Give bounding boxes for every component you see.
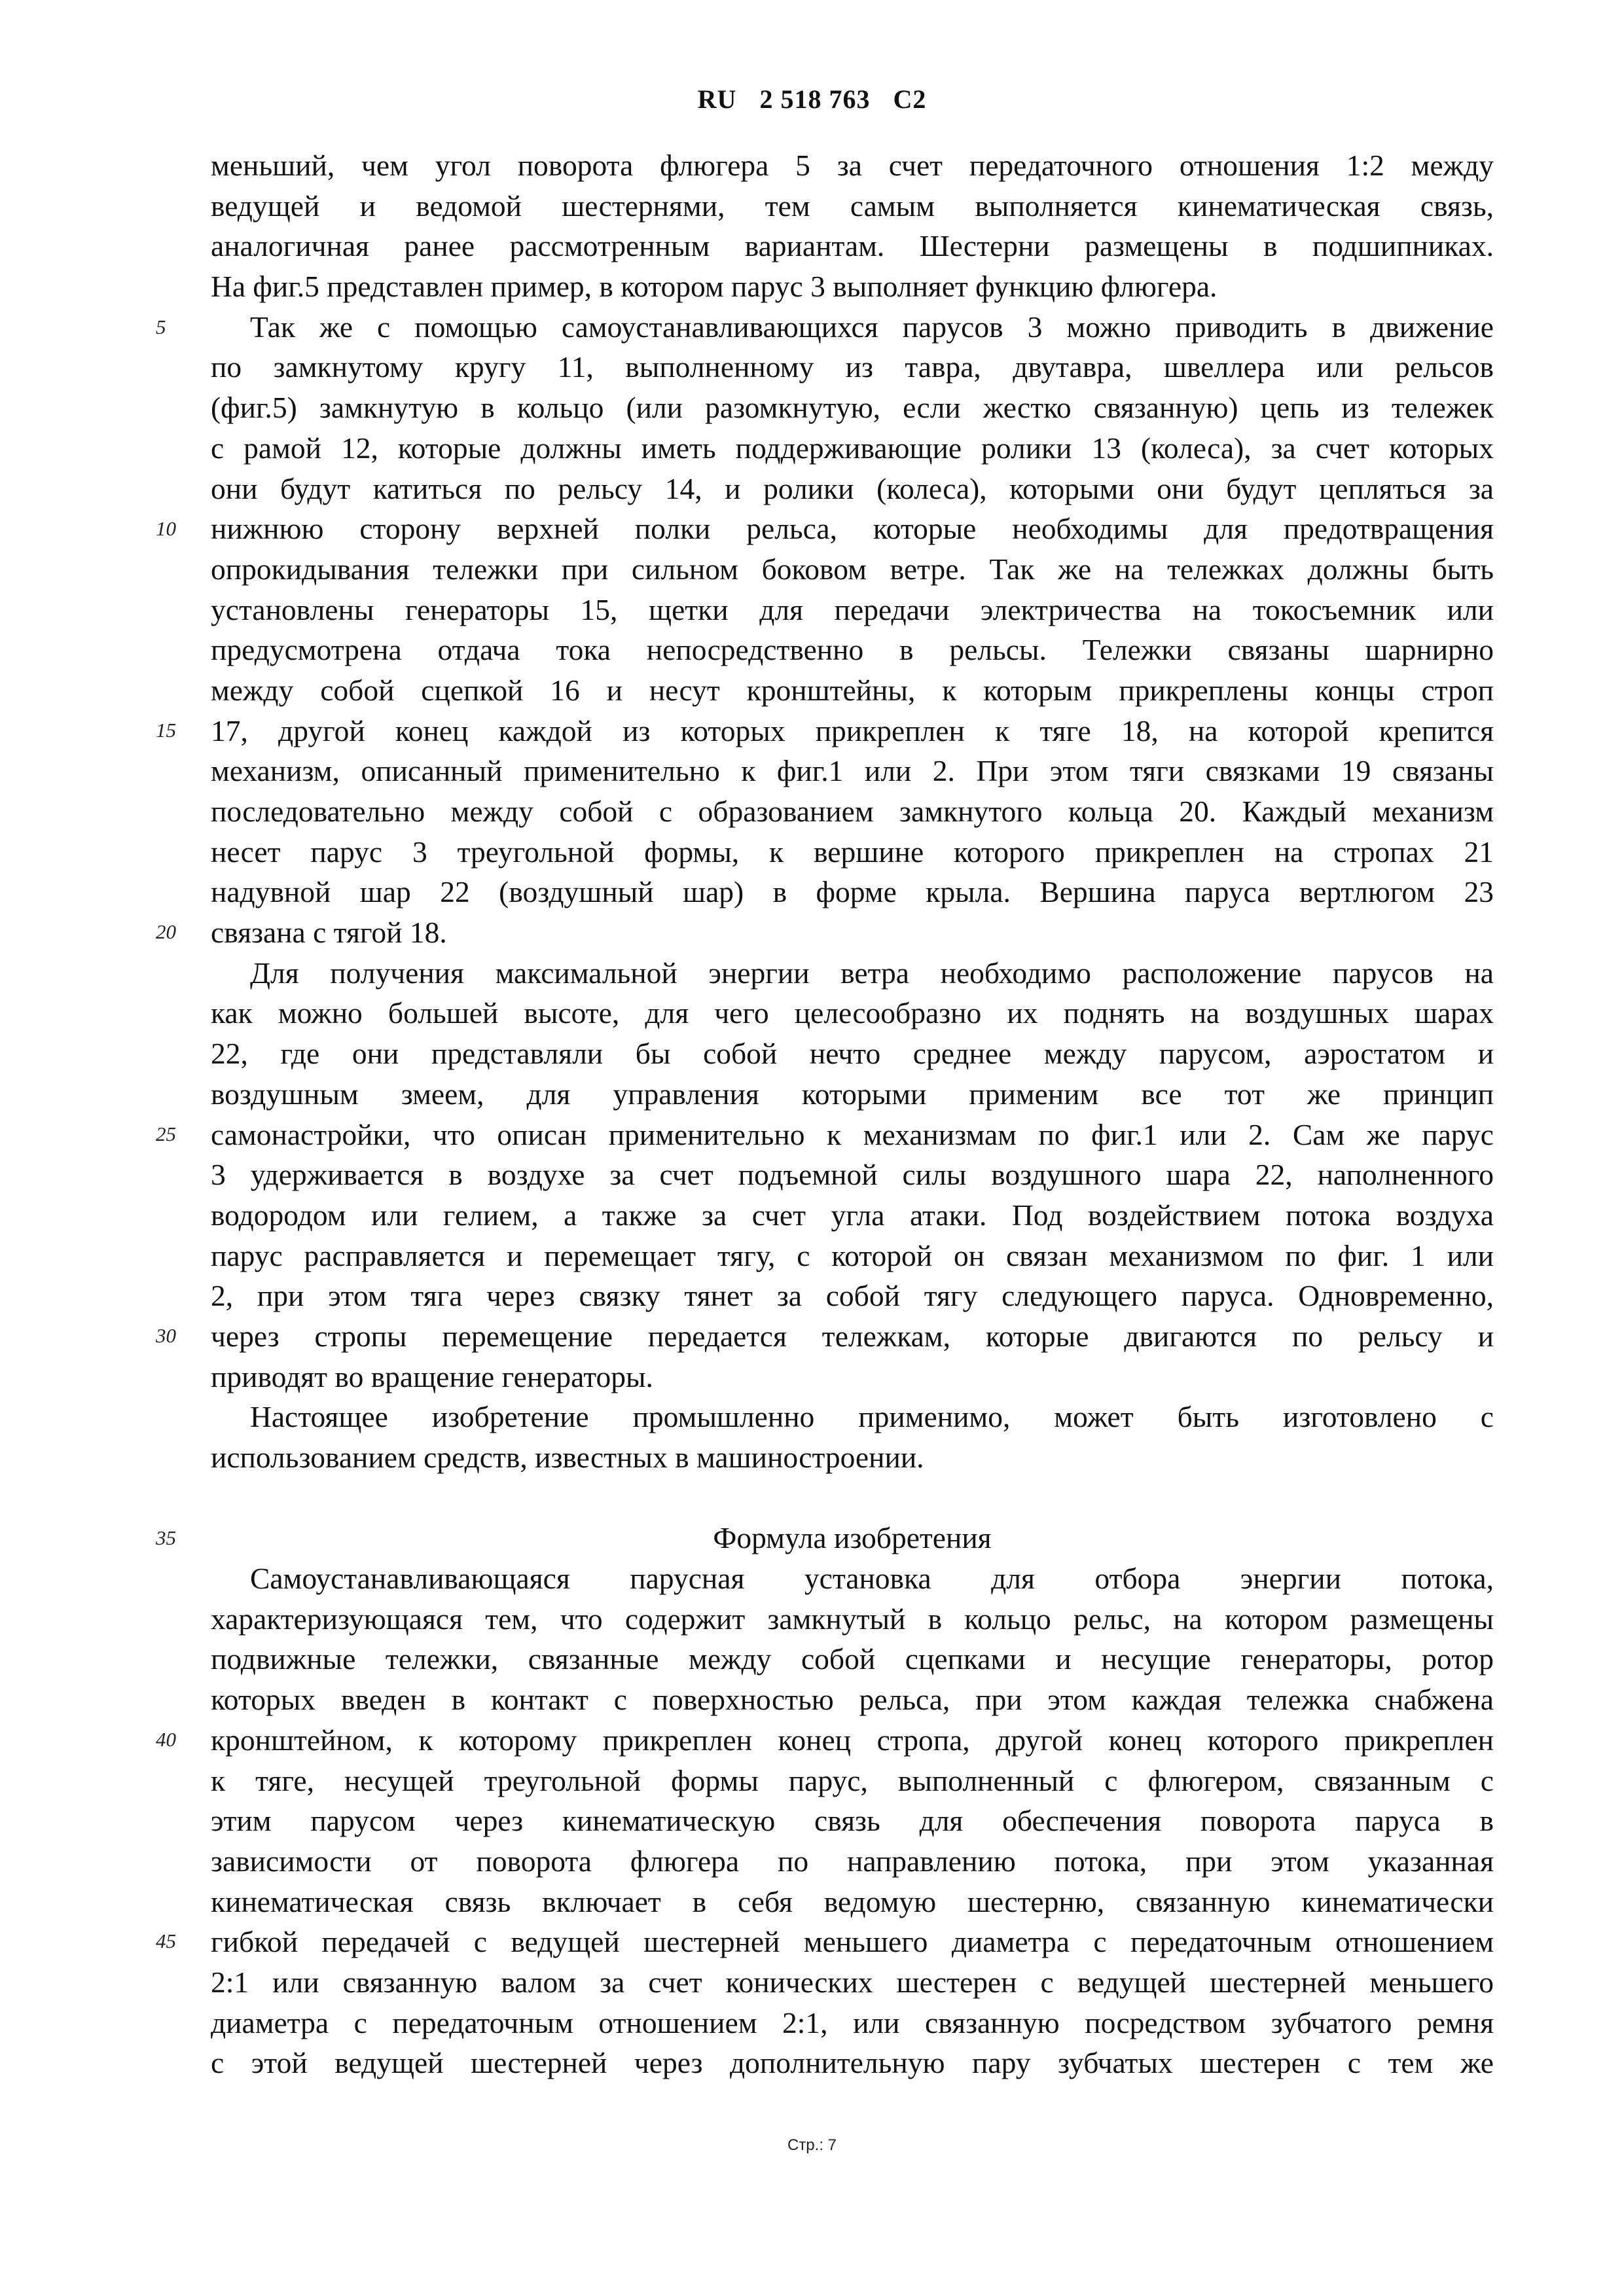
text-line: 17, другой конец каждой из которых прикреплен к тяге 18, на которой крепится bbox=[211, 713, 1494, 747]
text-line: по замкнутому кругу 11, выполненному из тавра, двутавра, швеллера или рельсов bbox=[211, 350, 1494, 384]
section-heading: Формула изобретения bbox=[713, 1521, 992, 1555]
text-line: 22, где они представляли бы собой нечто среднее между парусом, аэростатом и bbox=[211, 1037, 1494, 1071]
text-line: опрокидывания тележки при сильном боковом ветре. Так же на тележках должны быть bbox=[211, 552, 1494, 586]
text-line: с этой ведущей шестерней через дополнительную пару зубчатых шестерен с тем же bbox=[211, 2046, 1494, 2080]
text-line: самонастройки, что описан применительно к механизмам по фиг.1 или 2. Сам же парус bbox=[211, 1117, 1494, 1151]
line-number: 25 bbox=[156, 1122, 176, 1145]
text-line: 2, при этом тяга через связку тянет за собой тягу следующего паруса. Одновременно, bbox=[211, 1279, 1494, 1313]
text-line: диаметра с передаточным отношением 2:1, или связанную посредством зубчатого ремня bbox=[211, 2005, 1494, 2039]
text-line: надувной шар 22 (воздушный шар) в форме крыла. Вершина паруса вертлюгом 23 bbox=[211, 875, 1494, 909]
text-line: (фиг.5) замкнутую в кольцо (или разомкнутую, если жестко связанную) цепь из тележек bbox=[211, 391, 1494, 425]
text-line: Так же с помощью самоустанавливающихся парусов 3 можно приводить в движение bbox=[250, 310, 1494, 344]
text-line: На фиг.5 представлен пример, в котором парус 3 выполняет функцию флюгера. bbox=[211, 270, 1218, 304]
line-number: 45 bbox=[156, 1929, 176, 1952]
text-line: они будут катиться по рельсу 14, и ролики (колеса), которыми они будут цепляться за bbox=[211, 471, 1494, 505]
text-line: установлены генераторы 15, щетки для передачи электричества на токосъемник или bbox=[211, 592, 1494, 626]
patent-number: 2 518 763 bbox=[759, 84, 871, 114]
page-footer bbox=[0, 2136, 1624, 2155]
text-line: которых введен в контакт с поверхностью рельса, при этом каждая тележка снабжена bbox=[211, 1683, 1494, 1717]
text-line: связана с тягой 18. bbox=[211, 916, 447, 950]
page-number: Стр.: 7 bbox=[787, 2136, 837, 2154]
text-line: 3 удерживается в воздухе за счет подъемной силы воздушного шара 22, наполненного bbox=[211, 1158, 1494, 1192]
text-line: Настоящее изобретение промышленно применимо, может быть изготовлено с bbox=[250, 1400, 1494, 1434]
text-line: приводят во вращение генераторы. bbox=[211, 1359, 653, 1393]
text-line: нижнюю сторону верхней полки рельса, которые необходимы для предотвращения bbox=[211, 512, 1494, 546]
text-line: с рамой 12, которые должны иметь поддерживающие ролики 13 (колеса), за счет которых bbox=[211, 431, 1494, 465]
text-line: гибкой передачей с ведущей шестерней меньшего диаметра с передаточным отношением bbox=[211, 1925, 1494, 1959]
line-number: 20 bbox=[156, 920, 176, 943]
document-body bbox=[211, 145, 1494, 2083]
text-line: Самоустанавливающаяся парусная установка для отбора энергии потока, bbox=[250, 1562, 1494, 1596]
text-line: кинематическая связь включает в себя ведомую шестерню, связанную кинематически bbox=[211, 1884, 1494, 1918]
patent-country: RU bbox=[697, 84, 737, 114]
text-line: между собой сцепкой 16 и несут кронштейны, к которым прикреплены концы строп bbox=[211, 673, 1494, 707]
text-line: воздушным змеем, для управления которыми применим все тот же принцип bbox=[211, 1077, 1494, 1111]
line-number: 35 bbox=[156, 1526, 176, 1549]
text-line: характеризующаяся тем, что содержит замкнутый в кольцо рельс, на котором размещены bbox=[211, 1602, 1494, 1636]
line-number: 10 bbox=[156, 517, 176, 540]
text-line: этим парусом через кинематическую связь для обеспечения поворота паруса в bbox=[211, 1804, 1494, 1838]
text-line: ведущей и ведомой шестернями, тем самым выполняется кинематическая связь, bbox=[211, 188, 1494, 223]
text-line: водородом или гелием, а также за счет угла атаки. Под воздействием потока воздуха bbox=[211, 1198, 1494, 1232]
text-line: через стропы перемещение передается тележкам, которые двигаются по рельсу и bbox=[211, 1319, 1494, 1353]
line-number: 30 bbox=[156, 1324, 176, 1347]
text-line: механизм, описанный применительно к фиг.1 или 2. При этом тяги связками 19 связаны bbox=[211, 754, 1494, 788]
line-number: 40 bbox=[156, 1728, 176, 1751]
text-line: аналогичная ранее рассмотренным вариантам. Шестерни размещены в подшипниках. bbox=[211, 229, 1494, 263]
text-line: несет парус 3 треугольной формы, к вершине которого прикреплен на стропах 21 bbox=[211, 834, 1494, 869]
text-line: подвижные тележки, связанные между собой сцепками и несущие генераторы, ротор bbox=[211, 1642, 1494, 1676]
patent-kind: C2 bbox=[893, 84, 927, 114]
text-line: последовательно между собой с образованием замкнутого кольца 20. Каждый механизм bbox=[211, 795, 1494, 828]
line-numbers bbox=[0, 0, 196, 2296]
text-line: к тяге, несущей треугольной формы парус, выполненный с флюгером, связанным с bbox=[211, 1763, 1494, 1797]
text-line: парус расправляется и перемещает тягу, с которой он связан механизмом по фиг. 1 или bbox=[211, 1238, 1494, 1272]
line-number: 15 bbox=[156, 719, 176, 742]
text-line: предусмотрена отдача тока непосредственно в рельсы. Тележки связаны шарнирно bbox=[211, 633, 1494, 667]
text-line: Для получения максимальной энергии ветра необходимо расположение парусов на bbox=[250, 956, 1494, 990]
text-line: как можно большей высоте, для чего целесообразно их поднять на воздушных шарах bbox=[211, 996, 1494, 1030]
text-line: 2:1 или связанную валом за счет конических шестерен с ведущей шестерней меньшего bbox=[211, 1965, 1494, 1999]
text-line: кронштейном, к которому прикреплен конец стропа, другой конец которого прикреплен bbox=[211, 1723, 1494, 1757]
text-line: меньший, чем угол поворота флюгера 5 за счет передаточного отношения 1:2 между bbox=[211, 149, 1494, 182]
patent-header bbox=[0, 84, 1624, 115]
text-line: использованием средств, известных в машиностроении. bbox=[211, 1441, 924, 1474]
text-line: зависимости от поворота флюгера по направлению потока, при этом указанная bbox=[211, 1844, 1494, 1878]
blank-line bbox=[211, 1478, 1494, 1518]
line-number: 5 bbox=[156, 315, 166, 338]
